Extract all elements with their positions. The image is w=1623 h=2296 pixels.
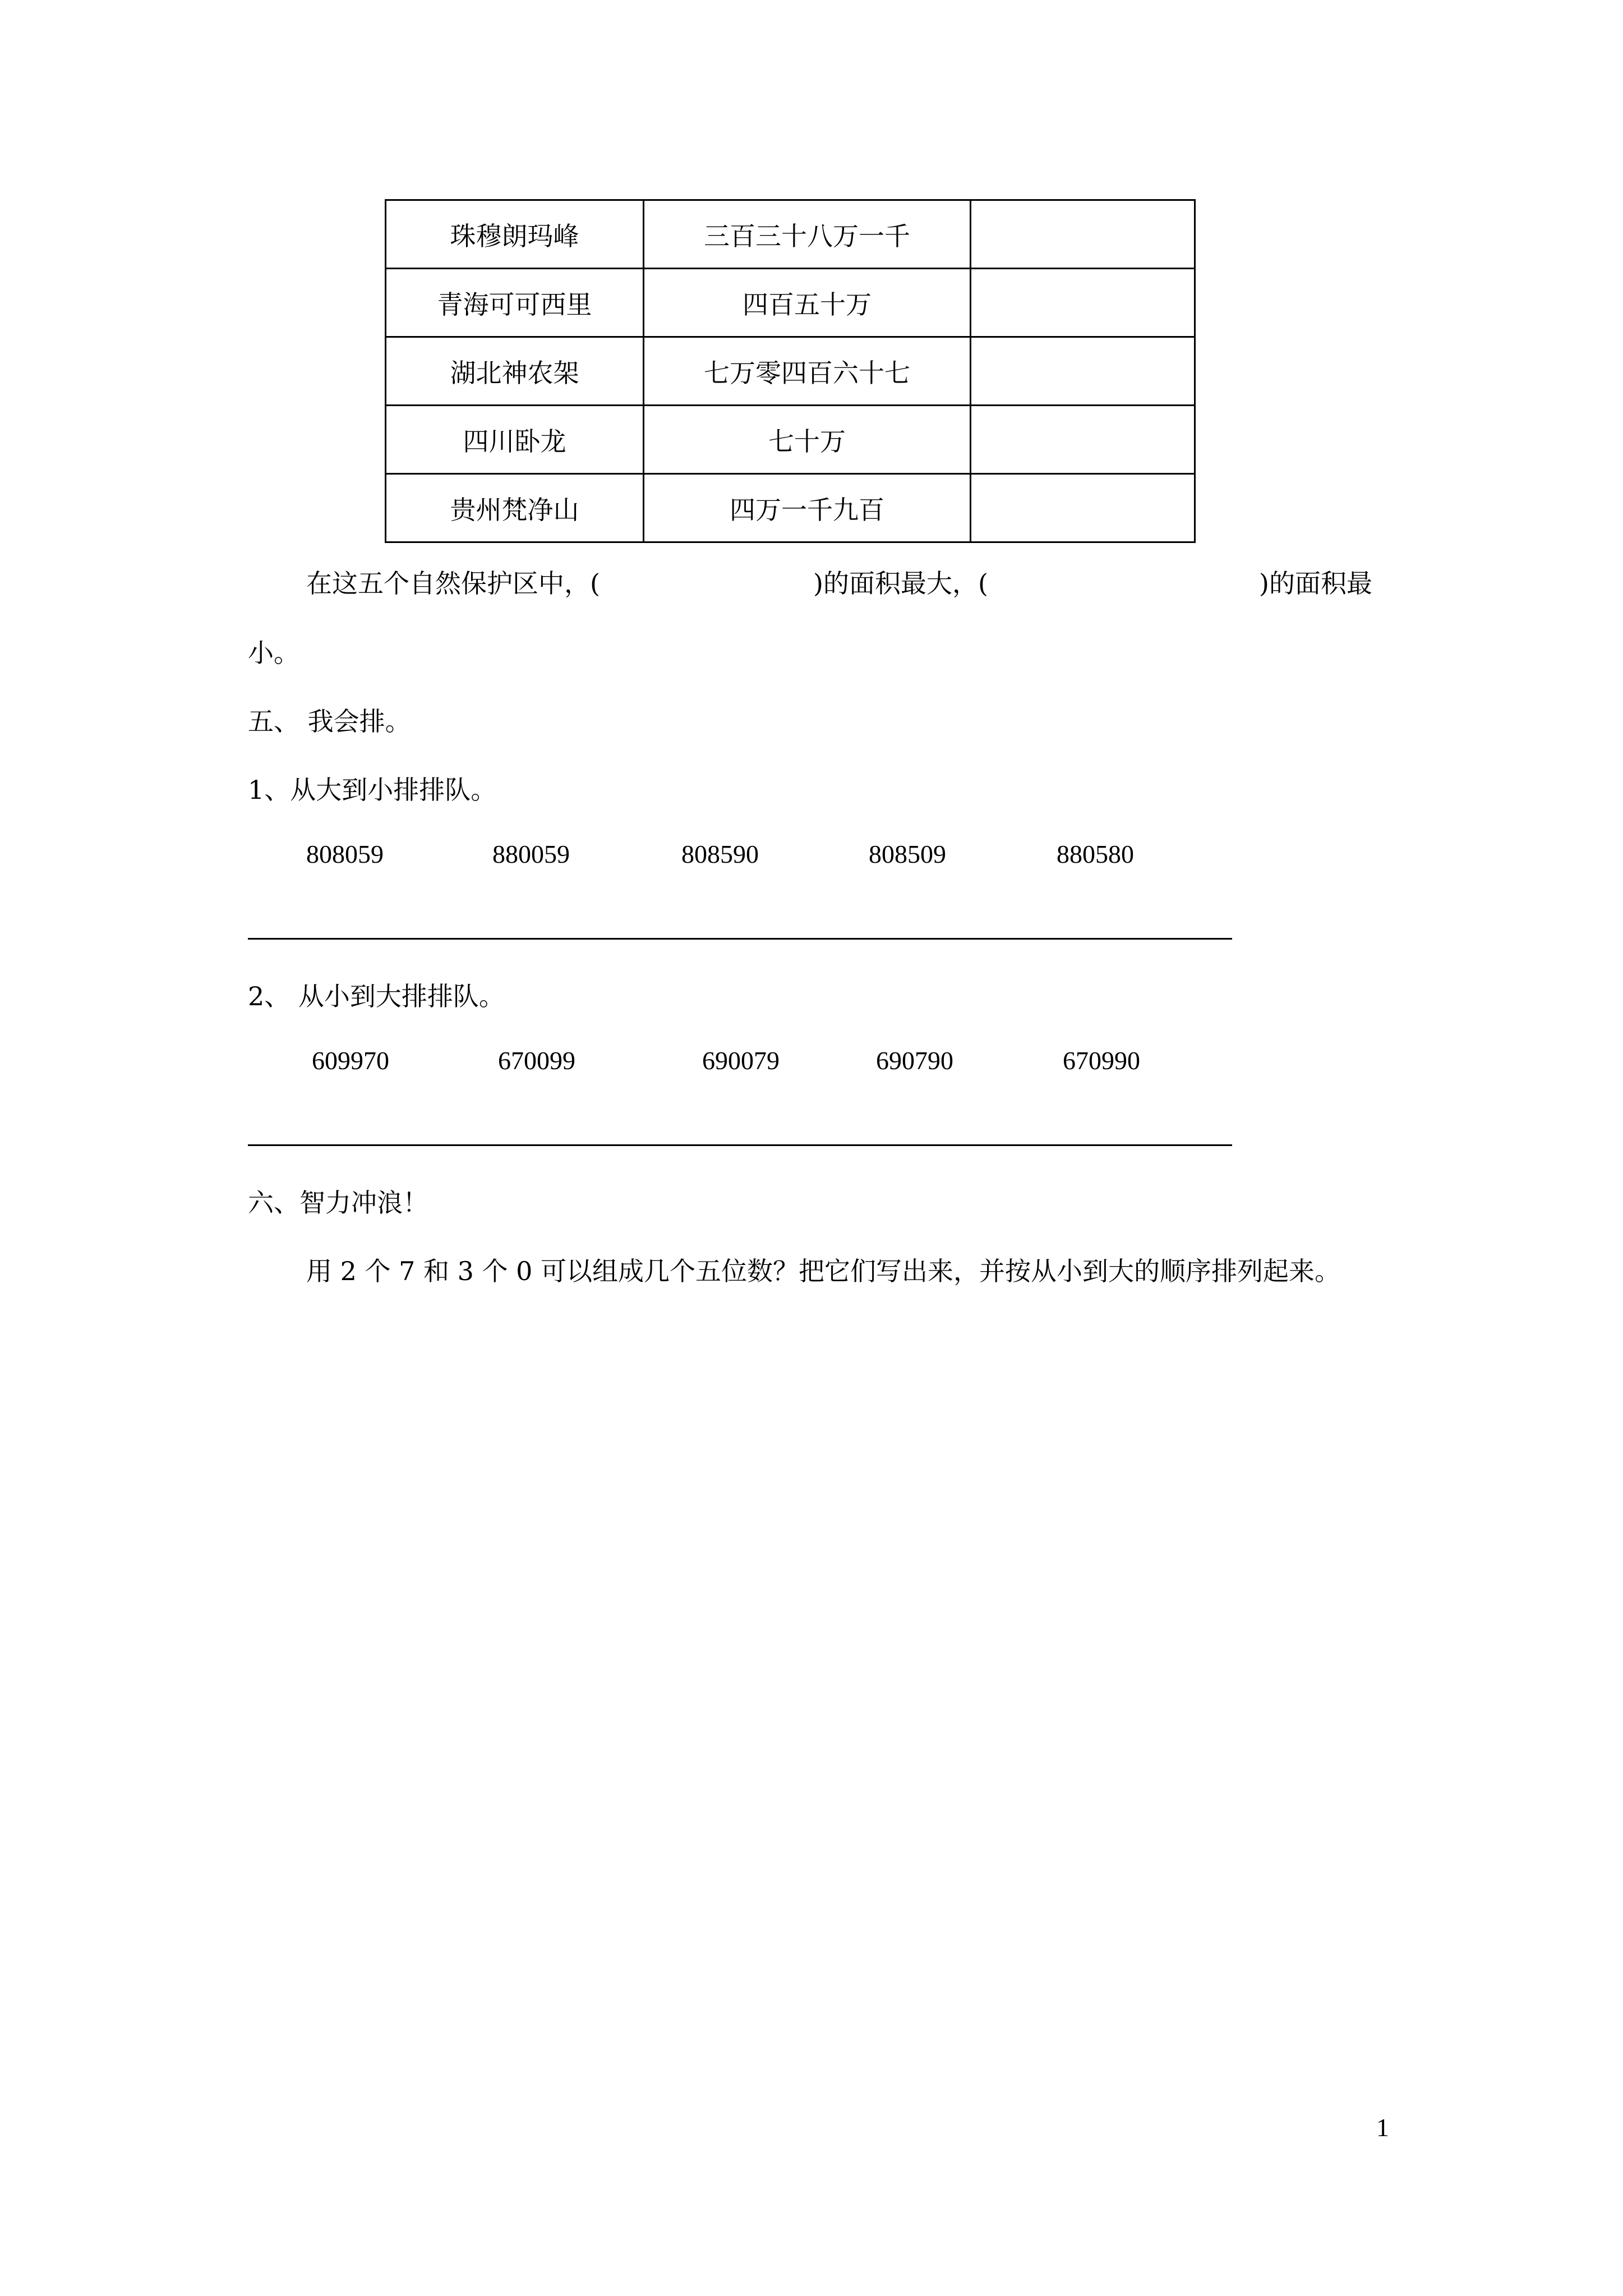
reserve-area: 三百三十八万一千 <box>644 200 971 269</box>
reserve-name: 四川卧龙 <box>386 406 644 474</box>
q1-number: 808059 <box>306 840 384 868</box>
q1-number: 880059 <box>492 840 570 868</box>
q1-number: 808590 <box>681 840 759 868</box>
table-row <box>386 200 1195 269</box>
reserve-area: 七万零四百六十七 <box>644 337 971 406</box>
largest-smallest-question-part2: )的面积最大，( <box>813 568 988 599</box>
table-row <box>386 474 1195 542</box>
reserve-area: 七十万 <box>644 406 971 474</box>
q1-number: 880580 <box>1057 840 1134 868</box>
reserve-name: 青海可可西里 <box>386 269 644 337</box>
table-row <box>386 406 1195 474</box>
table-row <box>386 337 1195 406</box>
page-number: 1 <box>1376 2113 1389 2142</box>
smallest-blank[interactable] <box>1026 561 1251 595</box>
section-six-heading: 六、智力冲浪！ <box>248 1188 428 1218</box>
largest-blank[interactable] <box>639 561 808 595</box>
answer-cell[interactable] <box>971 406 1195 474</box>
answer-cell[interactable] <box>971 474 1195 542</box>
reserve-name: 珠穆朗玛峰 <box>386 200 644 269</box>
q2-number: 670099 <box>498 1046 575 1075</box>
table-row <box>386 269 1195 337</box>
q2-number: 670990 <box>1063 1046 1140 1075</box>
q2-number: 690790 <box>876 1046 953 1075</box>
section-five-heading: 五、 我会排。 <box>248 706 411 737</box>
q2-answer-line[interactable] <box>248 1144 1232 1146</box>
q1-label: 1、从大到小排排队。 <box>248 775 497 805</box>
answer-cell[interactable] <box>971 200 1195 269</box>
q1-answer-line[interactable] <box>248 938 1232 940</box>
reserve-area: 四万一千九百 <box>644 474 971 542</box>
reserve-area: 四百五十万 <box>644 269 971 337</box>
reserve-name: 湖北神农架 <box>386 337 644 406</box>
section-six-question: 用 2 个 7 和 3 个 0 可以组成几个五位数？把它们写出来，并按从小到大的顺序排列起来。 <box>306 1256 1341 1286</box>
nature-reserve-table <box>385 199 1196 543</box>
answer-cell[interactable] <box>971 269 1195 337</box>
q2-number: 609970 <box>312 1046 389 1075</box>
q2-number: 690079 <box>702 1046 780 1075</box>
answer-cell[interactable] <box>971 337 1195 406</box>
largest-smallest-question-part3: )的面积最 <box>1259 568 1372 599</box>
q2-label: 2、 从小到大排排队。 <box>248 981 505 1011</box>
reserve-name: 贵州梵净山 <box>386 474 644 542</box>
question-line-wrap: 小。 <box>248 638 299 668</box>
q1-number: 808509 <box>869 840 946 868</box>
largest-smallest-question-part1: 在这五个自然保护区中，( <box>306 568 600 599</box>
